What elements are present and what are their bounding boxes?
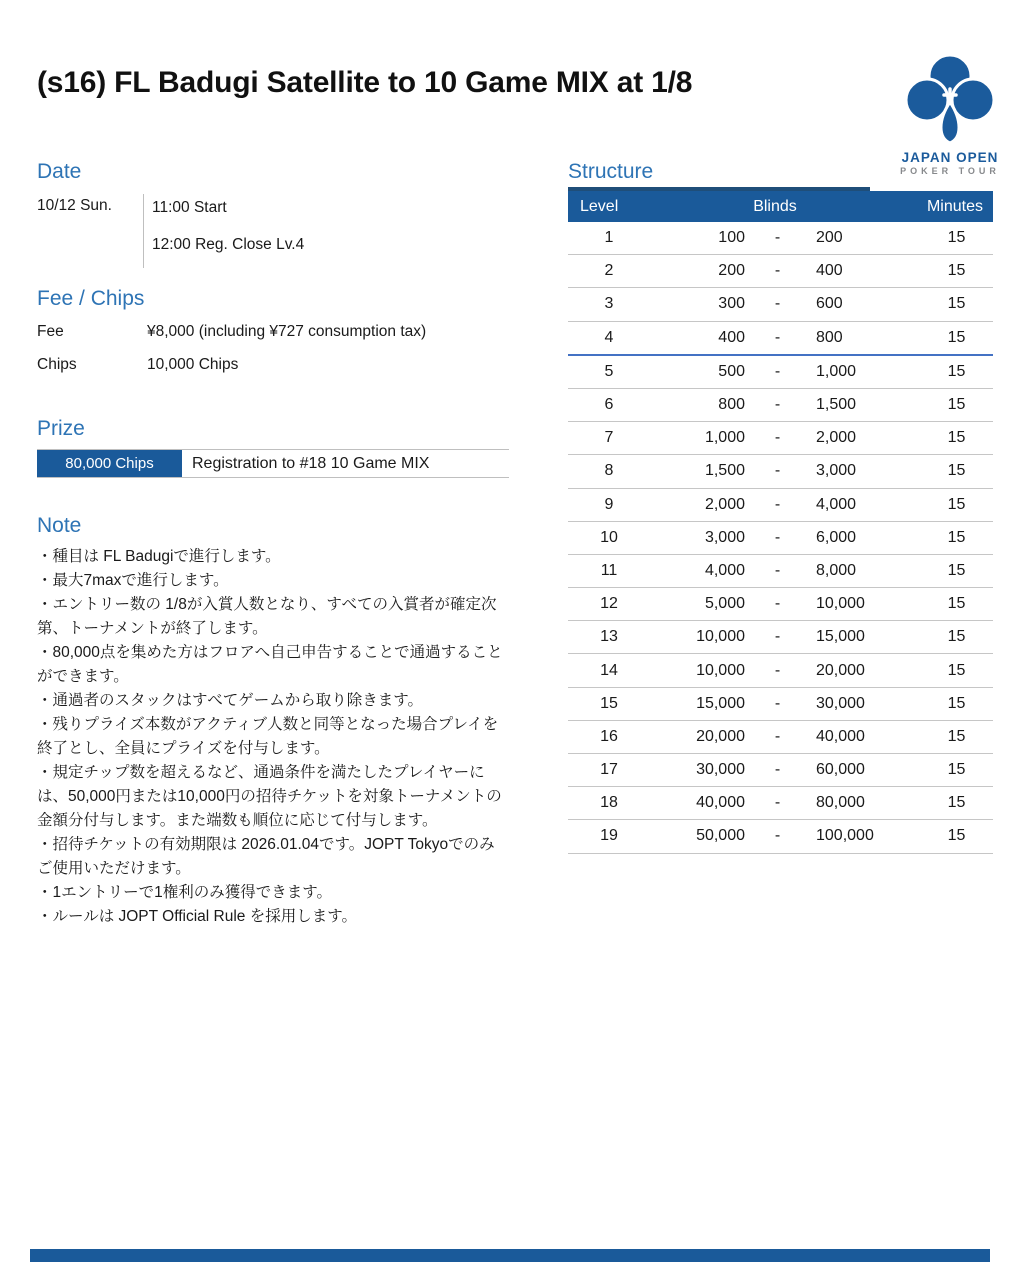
level-number: 14 xyxy=(600,661,618,679)
small-blind: 300 xyxy=(718,295,745,313)
blinds-separator: - xyxy=(774,495,781,513)
big-blind: 3,000 xyxy=(816,462,857,480)
note-item: ・通過者のスタックはすべてゲームから取り除きます。 xyxy=(37,692,423,709)
small-blind: 40,000 xyxy=(696,794,745,812)
note-section xyxy=(37,514,509,929)
big-blind: 15,000 xyxy=(816,628,865,646)
fee-chips-section xyxy=(37,287,509,389)
note-item: ・最大7maxで進行します。 xyxy=(37,572,229,589)
reg-close-time: 12:00 Reg. Close Lv.4 xyxy=(152,236,305,253)
blinds-separator: - xyxy=(774,595,781,613)
blinds-separator: - xyxy=(774,362,781,380)
big-blind: 4,000 xyxy=(816,495,857,513)
start-time: 11:00 Start xyxy=(152,199,227,216)
level-minutes: 15 xyxy=(947,295,966,313)
big-blind: 8,000 xyxy=(816,561,857,579)
level-minutes: 15 xyxy=(947,595,966,613)
level-minutes: 15 xyxy=(947,628,966,646)
level-number: 6 xyxy=(604,396,614,414)
blinds-separator: - xyxy=(774,661,781,679)
small-blind: 10,000 xyxy=(696,628,745,646)
column-header-level: Level xyxy=(580,197,619,215)
big-blind: 600 xyxy=(816,295,843,313)
small-blind: 800 xyxy=(718,396,745,414)
level-number: 15 xyxy=(600,694,618,712)
page-title: (s16) FL Badugi Satellite to 10 Game MIX at 1/8 xyxy=(37,66,693,99)
blinds-separator: - xyxy=(774,561,781,579)
structure-level-row xyxy=(568,356,993,389)
level-minutes: 15 xyxy=(947,528,966,546)
level-number: 5 xyxy=(604,362,614,380)
big-blind: 1,000 xyxy=(816,362,857,380)
level-minutes: 15 xyxy=(947,694,966,712)
blinds-separator: - xyxy=(774,429,781,447)
prize-row xyxy=(37,449,509,478)
structure-heading: Structure xyxy=(568,160,654,183)
small-blind: 100 xyxy=(718,229,745,247)
prize-heading: Prize xyxy=(37,417,85,440)
logo-text-japan-open: JAPAN OPEN xyxy=(901,150,999,165)
level-number: 13 xyxy=(600,628,618,646)
structure-level-row xyxy=(568,522,993,555)
small-blind: 4,000 xyxy=(704,561,745,579)
note-item: ・エントリー数の 1/8が入賞人数となり、すべての入賞者が確定次第、トーナメントが終了します。 xyxy=(37,596,497,637)
fee-chips-heading: Fee / Chips xyxy=(37,287,145,310)
structure-level-row xyxy=(568,555,993,588)
structure-level-row xyxy=(568,754,993,787)
structure-level-row xyxy=(568,222,993,255)
big-blind: 200 xyxy=(816,229,843,247)
prize-section xyxy=(37,417,509,478)
big-blind: 40,000 xyxy=(816,727,865,745)
note-item: ・80,000点を集めた方はフロアへ自己申告することで通過することができます。 xyxy=(37,644,503,685)
fee-value: ¥8,000 (including ¥727 consumption tax) xyxy=(147,323,427,340)
small-blind: 15,000 xyxy=(696,694,745,712)
chips-value: 10,000 Chips xyxy=(147,356,239,373)
structure-level-row xyxy=(568,787,993,820)
note-list xyxy=(37,545,509,929)
level-number: 2 xyxy=(604,262,614,280)
note-item: ・種目は FL Badugiで進行します。 xyxy=(37,548,281,565)
structure-level-row xyxy=(568,322,993,356)
note-item: ・招待チケットの有効期限は 2026.01.04です。JOPT Tokyoでのみご使用いただけます。 xyxy=(37,836,495,877)
small-blind: 50,000 xyxy=(696,827,745,845)
big-blind: 60,000 xyxy=(816,761,865,779)
prize-description: Registration to #18 10 Game MIX xyxy=(192,454,430,472)
level-number: 4 xyxy=(604,328,614,346)
structure-level-row xyxy=(568,654,993,687)
level-number: 16 xyxy=(600,727,618,745)
note-item: ・残りプライズ本数がアクティブ人数と同等となった場合プレイを終了とし、全員にプライズを付与します。 xyxy=(37,716,499,757)
small-blind: 2,000 xyxy=(704,495,745,513)
structure-level-row xyxy=(568,688,993,721)
date-heading: Date xyxy=(37,160,82,183)
level-minutes: 15 xyxy=(947,328,966,346)
big-blind: 20,000 xyxy=(816,661,865,679)
small-blind: 400 xyxy=(718,328,745,346)
column-header-blinds: Blinds xyxy=(753,197,797,215)
note-item: ・規定チップ数を超えるなど、通過条件を満たしたプレイヤーには、50,000円または10,000円の招待チケットを対象トーナメントの金額分付与します。また端数も順位に応じて付与します。 xyxy=(37,764,502,829)
structure-level-row xyxy=(568,422,993,455)
small-blind: 5,000 xyxy=(704,595,745,613)
small-blind: 500 xyxy=(718,362,745,380)
big-blind: 1,500 xyxy=(816,396,857,414)
fee-label: Fee xyxy=(37,323,64,340)
date-times xyxy=(143,194,509,268)
prize-chips-badge: 80,000 Chips xyxy=(37,450,182,477)
big-blind: 800 xyxy=(816,328,843,346)
date-value: 10/12 Sun. xyxy=(37,197,112,214)
small-blind: 20,000 xyxy=(696,727,745,745)
small-blind: 30,000 xyxy=(696,761,745,779)
structure-level-row xyxy=(568,489,993,522)
blinds-separator: - xyxy=(774,628,781,646)
level-minutes: 15 xyxy=(947,561,966,579)
blinds-separator: - xyxy=(774,396,781,414)
small-blind: 1,500 xyxy=(704,462,745,480)
note-item: ・1エントリーで1権利のみ獲得できます。 xyxy=(37,884,333,901)
big-blind: 10,000 xyxy=(816,595,865,613)
structure-level-row xyxy=(568,255,993,288)
chips-label: Chips xyxy=(37,356,77,373)
blinds-separator: - xyxy=(774,727,781,745)
level-number: 17 xyxy=(600,761,618,779)
date-section xyxy=(37,160,509,268)
level-minutes: 15 xyxy=(947,429,966,447)
blinds-separator: - xyxy=(774,761,781,779)
structure-table-header xyxy=(568,191,993,222)
small-blind: 10,000 xyxy=(696,661,745,679)
big-blind: 400 xyxy=(816,262,843,280)
level-minutes: 15 xyxy=(947,727,966,745)
level-minutes: 15 xyxy=(947,661,966,679)
level-minutes: 15 xyxy=(947,794,966,812)
level-number: 8 xyxy=(604,462,614,480)
blinds-separator: - xyxy=(774,295,781,313)
big-blind: 100,000 xyxy=(816,827,874,845)
level-number: 9 xyxy=(604,495,614,513)
small-blind: 200 xyxy=(718,262,745,280)
level-minutes: 15 xyxy=(947,229,966,247)
structure-level-row xyxy=(568,389,993,422)
structure-level-row xyxy=(568,588,993,621)
footer-accent-bar xyxy=(30,1249,990,1262)
blinds-separator: - xyxy=(774,462,781,480)
note-item: ・ルールは JOPT Official Rule を採用します。 xyxy=(37,908,357,925)
note-heading: Note xyxy=(37,514,82,537)
big-blind: 80,000 xyxy=(816,794,865,812)
level-number: 3 xyxy=(604,295,614,313)
structure-level-row xyxy=(568,820,993,853)
level-minutes: 15 xyxy=(947,761,966,779)
level-minutes: 15 xyxy=(947,262,966,280)
level-minutes: 15 xyxy=(947,827,966,845)
level-minutes: 15 xyxy=(947,495,966,513)
level-number: 18 xyxy=(600,794,618,812)
column-header-minutes: Minutes xyxy=(926,197,983,215)
level-number: 12 xyxy=(600,595,618,613)
blinds-separator: - xyxy=(774,262,781,280)
structure-level-row xyxy=(568,288,993,321)
big-blind: 30,000 xyxy=(816,694,865,712)
level-number: 10 xyxy=(600,528,618,546)
level-number: 11 xyxy=(600,561,618,579)
level-number: 19 xyxy=(600,827,618,845)
blinds-separator: - xyxy=(774,328,781,346)
big-blind: 6,000 xyxy=(816,528,857,546)
blinds-separator: - xyxy=(774,694,781,712)
small-blind: 1,000 xyxy=(704,429,745,447)
blinds-separator: - xyxy=(774,528,781,546)
structure-level-row xyxy=(568,621,993,654)
level-minutes: 15 xyxy=(947,362,966,380)
level-minutes: 15 xyxy=(947,396,966,414)
clover-drop-icon xyxy=(885,52,1015,148)
level-minutes: 15 xyxy=(947,462,966,480)
structure-level-row xyxy=(568,721,993,754)
structure-level-row xyxy=(568,455,993,488)
small-blind: 3,000 xyxy=(704,528,745,546)
big-blind: 2,000 xyxy=(816,429,857,447)
level-number: 1 xyxy=(604,229,614,247)
logo-text-poker-tour: POKER TOUR xyxy=(900,166,1000,176)
jopt-logo xyxy=(885,52,1015,176)
structure-table-body xyxy=(568,222,993,854)
level-number: 7 xyxy=(604,429,614,447)
blinds-separator: - xyxy=(774,794,781,812)
structure-section xyxy=(568,160,993,854)
blinds-separator: - xyxy=(774,229,781,247)
blinds-separator: - xyxy=(774,827,781,845)
